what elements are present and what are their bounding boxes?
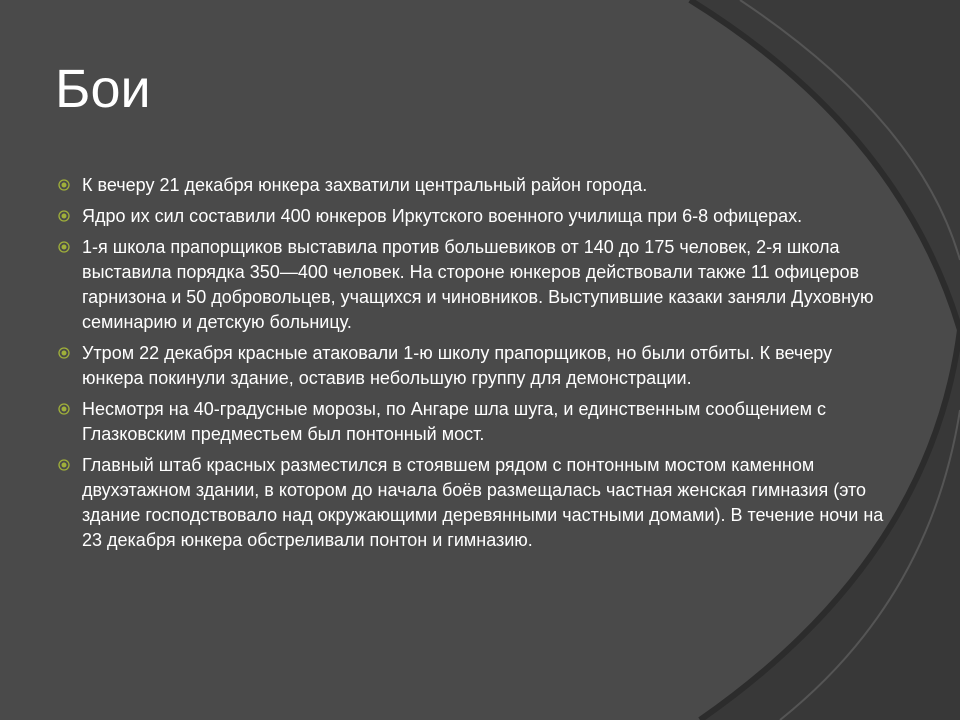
bullet-item: [58, 235, 888, 335]
ringed-circle-icon: [58, 179, 70, 191]
bullet-text: Утром 22 декабря красные атаковали 1-ю школу прапорщиков, но были отбиты. К вечеру юнкера покинули здание, оставив небольшую группу для демонстрации.: [82, 343, 833, 388]
ringed-circle-icon: [58, 241, 70, 253]
bullet-list: [58, 173, 888, 559]
bullet-item: [58, 173, 888, 198]
bullet-item: [58, 341, 888, 391]
bullet-item: [58, 453, 888, 553]
ringed-circle-icon: [58, 403, 70, 415]
ringed-circle-icon: [58, 459, 70, 471]
bullet-text: Несмотря на 40-градусные морозы, по Ангаре шла шуга, и единственным сообщением с Глазковским предместьем был понтонный мост.: [82, 399, 826, 444]
bullet-text: Ядро их сил составили 400 юнкеров Иркутского военного училища при 6-8 офицерах.: [82, 206, 803, 226]
bullet-text: 1-я школа прапорщиков выставила против большевиков от 140 до 175 человек, 2-я школа выставила порядка 350—400 человек. На стороне юнкеров действовали также 11 офицеров гарнизона и 50 добровольцев, учащихся и чиновников. Выступившие казаки заняли Духовную семинарию и детскую больницу.: [82, 237, 874, 332]
bullet-item: [58, 204, 888, 229]
bullet-item: [58, 397, 888, 447]
ringed-circle-icon: [58, 347, 70, 359]
bullet-text: К вечеру 21 декабря юнкера захватили центральный район города.: [82, 175, 648, 195]
slide-title: Бои: [55, 59, 151, 119]
bullet-text: Главный штаб красных разместился в стоявшем рядом с понтонным мостом каменном двухэтажном здании, в котором до начала боёв размещалась частная женская гимназия (это здание господствовало над окружающими деревянными частными домами). В течение ночи на 23 декабря юнкера обстреливали понтон и гимназию.: [82, 455, 884, 550]
ringed-circle-icon: [58, 210, 70, 222]
